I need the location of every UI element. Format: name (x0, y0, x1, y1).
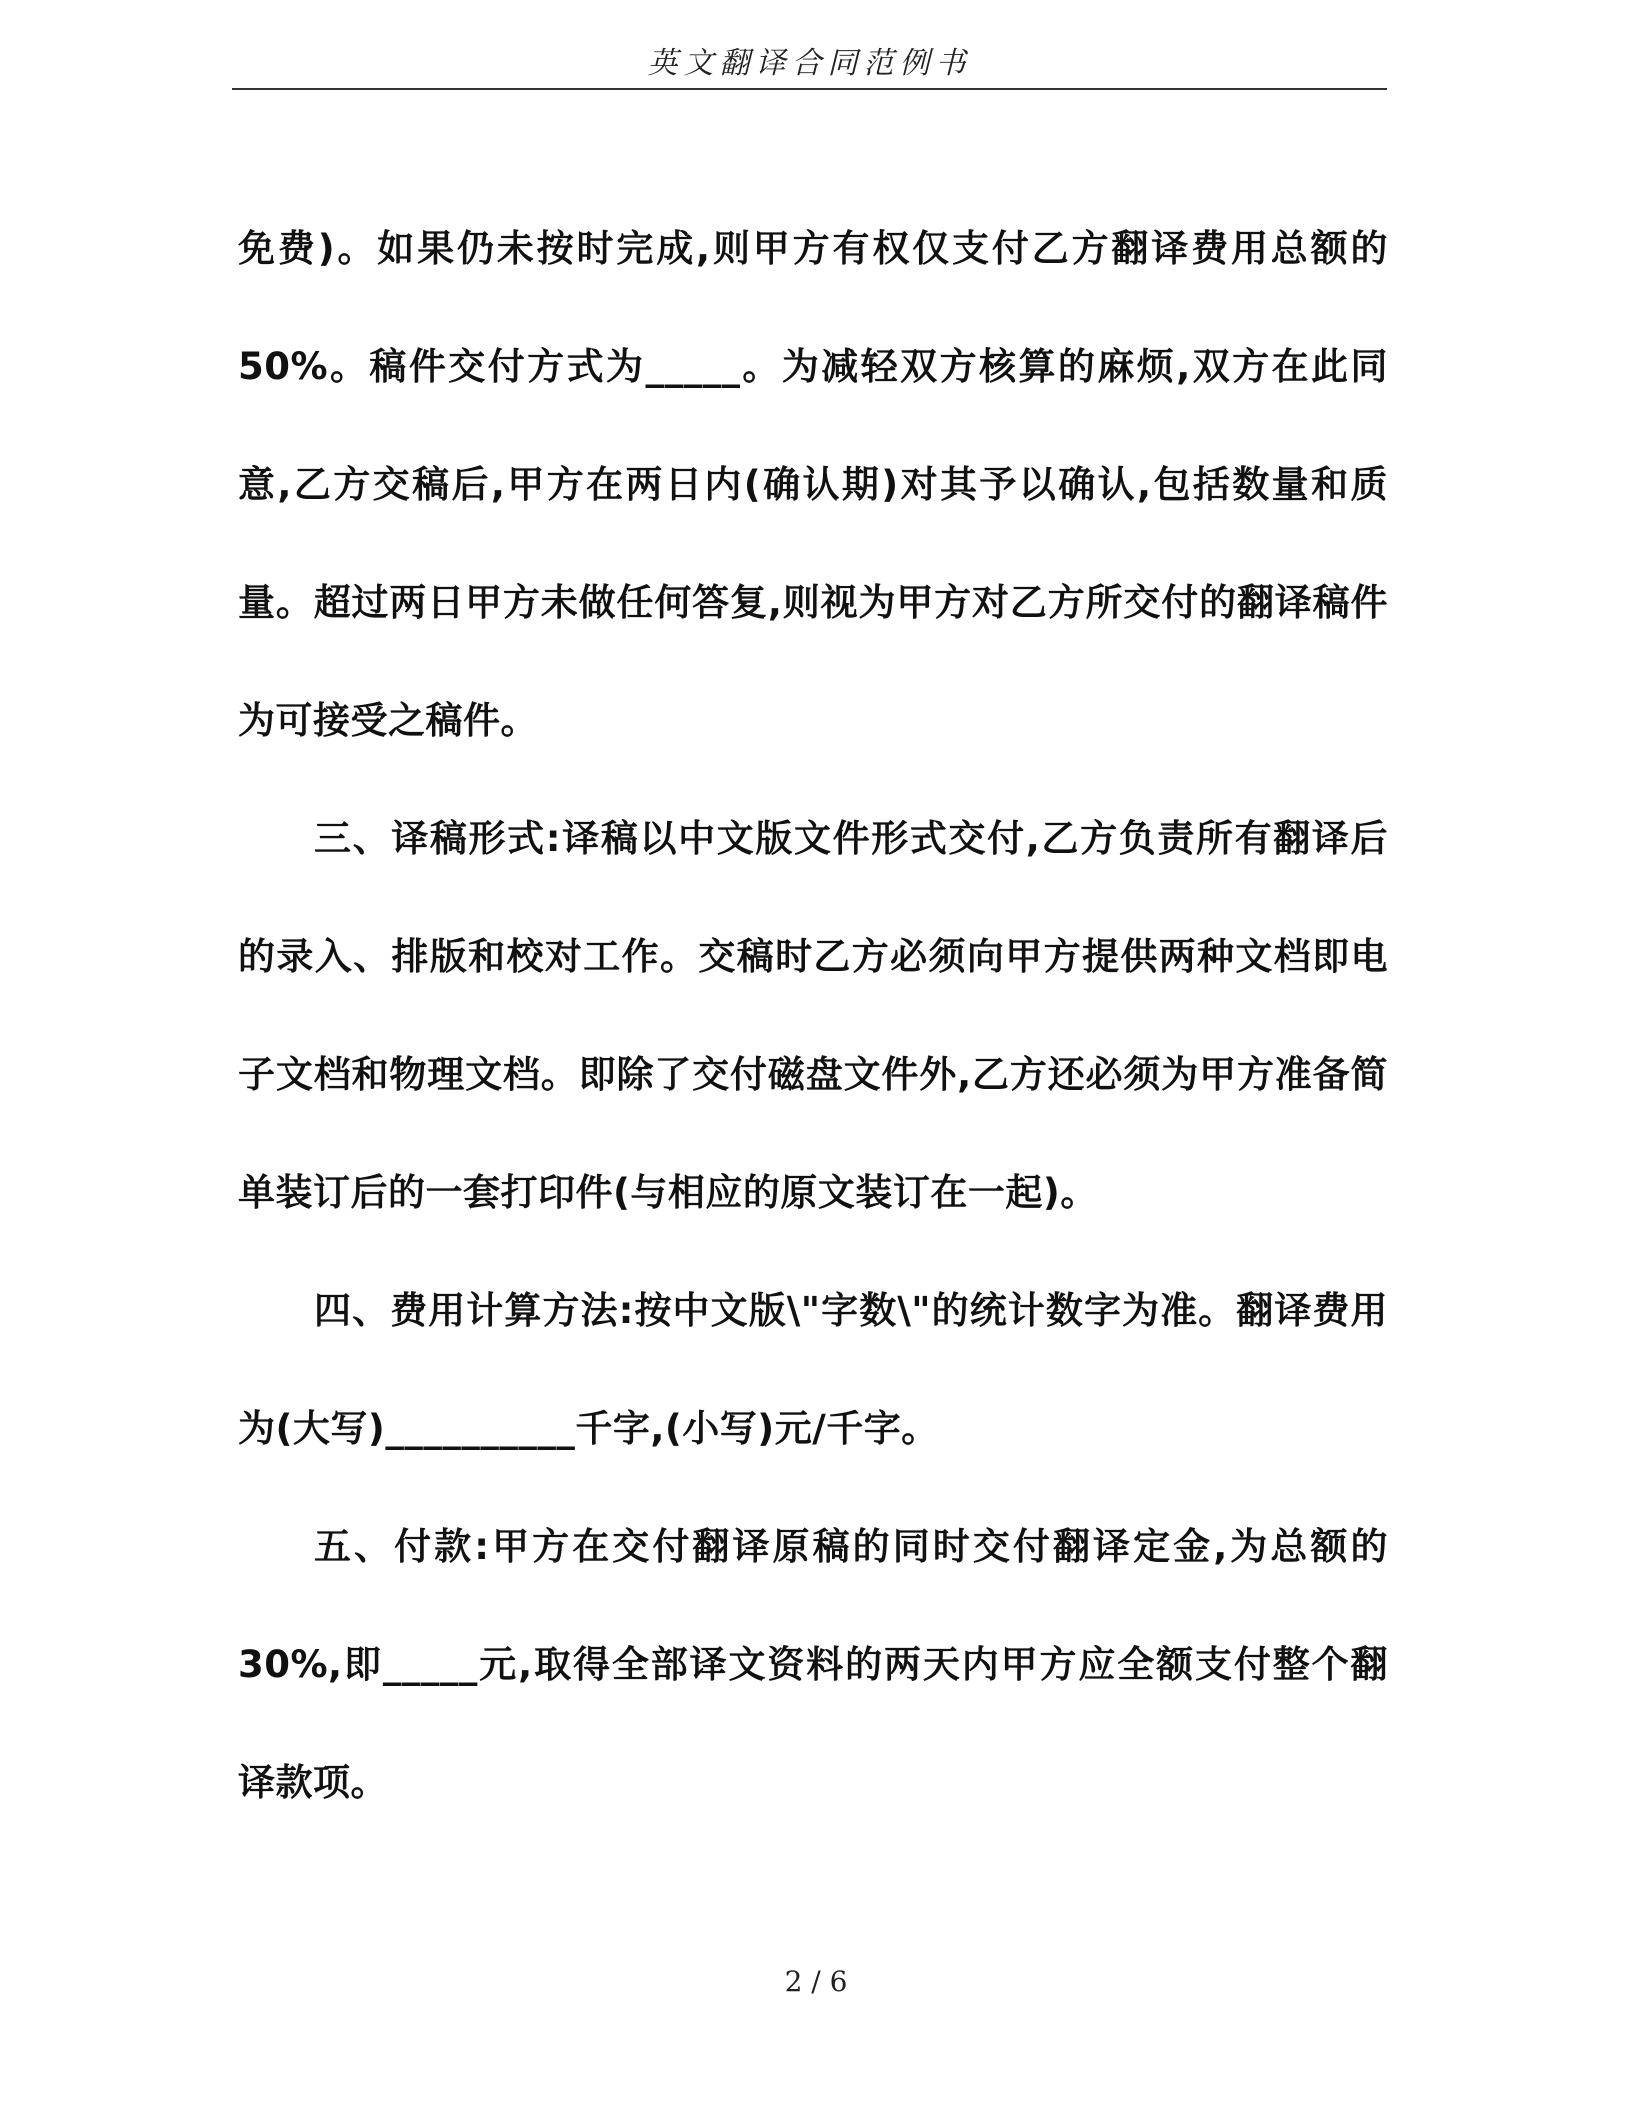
paragraph-section-five: 五、付款:甲方在交付翻译原稿的同时交付翻译定金,为总额的30%,即_____元,取得全部译文资料的两天内甲方应全额支付整个翻译款项。 (238, 1525, 1388, 1804)
page-number: 2 / 6 (784, 1965, 848, 1998)
paragraph-section-four: 四、费用计算方法:按中文版\"字数\"的统计数字为准。翻译费用为(大写)__________千字,(小写)元/千字。 (238, 1289, 1388, 1450)
document-header-title: 英文翻译合同范例书 (647, 46, 972, 81)
document-body (238, 190, 1388, 1842)
paragraph-continuation: 免费)。如果仍未按时完成,则甲方有权仅支付乙方翻译费用总额的50%。稿件交付方式为_____。为减轻双方核算的麻烦,双方在此同意,乙方交稿后,甲方在两日内(确认期)对其予以确认,包括数量和质量。超过两日甲方未做任何答复,则视为甲方对乙方所交付的翻译稿件为可接受之稿件。 (238, 227, 1388, 742)
paragraph-section-three: 三、译稿形式:译稿以中文版文件形式交付,乙方负责所有翻译后的录入、排版和校对工作。交稿时乙方必须向甲方提供两种文档即电子文档和物理文档。即除了交付磁盘文件外,乙方还必须为甲方准备简单装订后的一套打印件(与相应的原文装订在一起)。 (238, 817, 1388, 1214)
page-header (232, 40, 1387, 90)
